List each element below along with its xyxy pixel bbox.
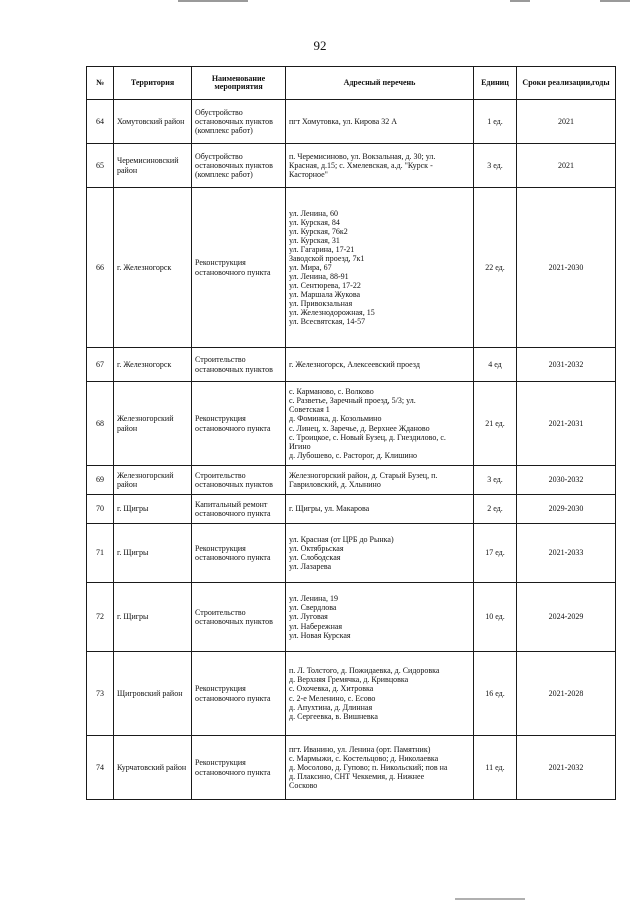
row-event: Строительство остановочных пунктов bbox=[192, 583, 286, 652]
table-row bbox=[87, 144, 616, 188]
row-years: 2031-2032 bbox=[517, 348, 616, 382]
row-territory: Железногорский район bbox=[114, 466, 192, 495]
address-line: ул. Всесвятская, 14-57 bbox=[289, 317, 366, 327]
address-line: с. Карманово, с. Волково bbox=[289, 387, 374, 397]
address-line: Гавриловский, д. Хлынино bbox=[289, 480, 381, 489]
row-units: 2 ед. bbox=[474, 495, 517, 524]
address-line: д. Апухтина, д. Длинная bbox=[289, 702, 373, 712]
header-terms: Сроки реализации,годы bbox=[517, 67, 616, 100]
table-header-row bbox=[87, 67, 616, 100]
row-address bbox=[286, 188, 474, 348]
row-units: 11 ед. bbox=[474, 736, 517, 800]
row-event: Обустройство остановочных пунктов (комплекс работ) bbox=[192, 144, 286, 188]
address-line: ул. Курская, 84 bbox=[289, 217, 340, 227]
scan-mark-right-2 bbox=[600, 0, 630, 2]
address-line: Заводской проезд, 7к1 bbox=[289, 253, 365, 263]
row-territory: Курчатовский район bbox=[114, 736, 192, 800]
table-row bbox=[87, 188, 616, 348]
row-number: 65 bbox=[87, 144, 114, 188]
address-line: ул. Привокзальная bbox=[289, 299, 353, 309]
row-units: 17 ед. bbox=[474, 524, 517, 583]
row-number: 67 bbox=[87, 348, 114, 382]
address-line: ул. Луговая bbox=[289, 612, 328, 622]
address-line: ул. Новая Курская bbox=[289, 630, 351, 640]
table-row bbox=[87, 466, 616, 495]
row-address bbox=[286, 495, 474, 524]
row-event: Реконструкция остановочного пункта bbox=[192, 652, 286, 736]
address-line: ул. Свердлова bbox=[289, 603, 337, 613]
row-territory: г. Щигры bbox=[114, 583, 192, 652]
row-number: 66 bbox=[87, 188, 114, 348]
row-territory: Хомутовский район bbox=[114, 100, 192, 144]
table-row bbox=[87, 736, 616, 800]
row-units: 21 ед. bbox=[474, 382, 517, 466]
scan-mark-left bbox=[178, 0, 248, 2]
row-years: 2030-2032 bbox=[517, 466, 616, 495]
row-event: Строительство остановочных пунктов bbox=[192, 348, 286, 382]
row-units: 16 ед. bbox=[474, 652, 517, 736]
table-row bbox=[87, 100, 616, 144]
address-line: д. Плаксино, СНТ Чеккемия, д. Нижнее bbox=[289, 772, 425, 782]
address-line: Железногорский район, д. Старый Бузец, п. bbox=[289, 470, 438, 480]
address-line: д. Мосолово, д. Гупово; п. Никольский; пов на bbox=[289, 762, 448, 772]
table-row bbox=[87, 382, 616, 466]
row-years: 2021-2030 bbox=[517, 188, 616, 348]
address-line: ул. Курская, 76к2 bbox=[289, 226, 348, 236]
row-territory: Железногорский район bbox=[114, 382, 192, 466]
row-address bbox=[286, 583, 474, 652]
address-line: с. Троицкое, с. Новый Бузец, д. Гнездилово, с. bbox=[289, 432, 446, 442]
address-line: Касторное" bbox=[289, 170, 328, 180]
address-line: ул. Железнодорожная, 15 bbox=[289, 308, 375, 318]
row-event: Обустройство остановочных пунктов (комплекс работ) bbox=[192, 100, 286, 144]
header-num: № bbox=[87, 67, 114, 100]
row-units: 1 ед. bbox=[474, 100, 517, 144]
address-line: ул. Ленина, 88-91 bbox=[289, 272, 349, 282]
row-number: 73 bbox=[87, 652, 114, 736]
address-line: д. Фоминка, д. Козольмино bbox=[289, 414, 382, 424]
row-event: Реконструкция остановочного пункта bbox=[192, 524, 286, 583]
address-line: пгт. Иванино, ул. Ленина (орт. Памятник) bbox=[289, 744, 431, 754]
address-line: ул. Ленина, 19 bbox=[289, 594, 338, 604]
address-line: п. Черемисиново, ул. Вокзальная, д. 30; ул. bbox=[289, 151, 436, 161]
row-number: 74 bbox=[87, 736, 114, 800]
scan-mark-right bbox=[510, 0, 530, 2]
header-territory: Территория bbox=[114, 67, 192, 100]
row-years: 2021-2031 bbox=[517, 382, 616, 466]
address-line: ул. Гагарина, 17-21 bbox=[289, 244, 355, 254]
row-years: 2021-2032 bbox=[517, 736, 616, 800]
row-address bbox=[286, 100, 474, 144]
address-line: с. Охочевка, д. Хитровка bbox=[289, 684, 374, 694]
row-number: 64 bbox=[87, 100, 114, 144]
row-address bbox=[286, 348, 474, 382]
row-units: 22 ед. bbox=[474, 188, 517, 348]
page-number: 92 bbox=[313, 38, 327, 53]
row-years: 2029-2030 bbox=[517, 495, 616, 524]
header-units: Единиц bbox=[474, 67, 517, 100]
row-address bbox=[286, 382, 474, 466]
row-years: 2021 bbox=[517, 144, 616, 188]
header-address: Адресный перечень bbox=[286, 67, 474, 100]
row-event: Реконструкция остановочного пункта bbox=[192, 188, 286, 348]
address-line: пгт Хомутовка, ул. Кирова 32 А bbox=[289, 116, 397, 126]
row-address bbox=[286, 736, 474, 800]
row-event: Реконструкция остановочного пункта bbox=[192, 736, 286, 800]
row-number: 69 bbox=[87, 466, 114, 495]
address-line: Советская 1 bbox=[289, 405, 330, 415]
row-years: 2024-2029 bbox=[517, 583, 616, 652]
row-territory: Щигровский район bbox=[114, 652, 192, 736]
address-line: Сосково bbox=[289, 781, 318, 791]
row-years: 2021-2033 bbox=[517, 524, 616, 583]
scan-mark-bottom bbox=[455, 898, 525, 900]
address-line: Игино bbox=[289, 441, 311, 451]
address-line: ул. Ленина, 60 bbox=[289, 208, 338, 218]
address-line: Красная, д.15; с. Хмелевская, а.д. "Курск - bbox=[289, 160, 433, 170]
table-body bbox=[87, 100, 616, 800]
row-years: 2021 bbox=[517, 100, 616, 144]
table-row bbox=[87, 348, 616, 382]
address-line: ул. Набережная bbox=[289, 621, 343, 631]
row-event: Капитальный ремонт остановочного пункта bbox=[192, 495, 286, 524]
address-line: ул. Слободская bbox=[289, 553, 341, 562]
table-row bbox=[87, 495, 616, 524]
row-territory: Черемисиновский район bbox=[114, 144, 192, 188]
header-event: Наименование мероприятия bbox=[192, 67, 286, 100]
row-number: 68 bbox=[87, 382, 114, 466]
table-row bbox=[87, 583, 616, 652]
row-address bbox=[286, 466, 474, 495]
row-units: 3 ед. bbox=[474, 144, 517, 188]
row-event: Реконструкция остановочного пункта bbox=[192, 382, 286, 466]
row-units: 10 ед. bbox=[474, 583, 517, 652]
address-line: д. Сергеевка, в. Вишневка bbox=[289, 711, 378, 721]
row-number: 70 bbox=[87, 495, 114, 524]
table-row bbox=[87, 652, 616, 736]
row-units: 3 ед. bbox=[474, 466, 517, 495]
address-line: с. Линец, х. Заречье, д. Верхнее Жданово bbox=[289, 423, 430, 433]
address-line: с. Разветье, Заречный проезд, 5/3; ул. bbox=[289, 396, 416, 406]
address-line: г. Щигры, ул. Макарова bbox=[289, 504, 370, 514]
row-address bbox=[286, 524, 474, 583]
row-event: Строительство остановочных пунктов bbox=[192, 466, 286, 495]
address-line: г. Железногорск, Алексеевский проезд bbox=[289, 359, 420, 369]
row-territory: г. Железногорск bbox=[114, 188, 192, 348]
address-line: ул. Красная (от ЦРБ до Рынка) bbox=[289, 534, 394, 544]
row-territory: г. Щигры bbox=[114, 524, 192, 583]
address-line: ул. Лазарева bbox=[289, 562, 332, 572]
row-units: 4 ед bbox=[474, 348, 517, 382]
address-line: ул. Октябрьская bbox=[289, 543, 344, 553]
row-territory: г. Щигры bbox=[114, 495, 192, 524]
row-number: 71 bbox=[87, 524, 114, 583]
table-row bbox=[87, 524, 616, 583]
address-line: д. Верхняя Гремячка, д. Кривцовка bbox=[289, 675, 409, 685]
address-table bbox=[86, 66, 616, 800]
address-line: ул. Сентюрева, 17-22 bbox=[289, 281, 361, 291]
address-line: с. 2-е Меленино, с. Есово bbox=[289, 693, 376, 703]
address-line: ул. Маршала Жукова bbox=[289, 290, 361, 300]
row-territory: г. Железногорск bbox=[114, 348, 192, 382]
address-line: ул. Курская, 31 bbox=[289, 235, 340, 245]
address-line: д. Лубошево, с. Расторог, д. Клишино bbox=[289, 450, 417, 460]
address-line: ул. Мира, 67 bbox=[289, 262, 332, 272]
row-number: 72 bbox=[87, 583, 114, 652]
row-address bbox=[286, 144, 474, 188]
address-line: п. Л. Толстого, д. Пожидаевка, д. Сидоровка bbox=[289, 666, 440, 676]
row-years: 2021-2028 bbox=[517, 652, 616, 736]
address-line: с. Мармыжи, с. Костельцово; д. Николаевка bbox=[289, 753, 439, 763]
row-address bbox=[286, 652, 474, 736]
